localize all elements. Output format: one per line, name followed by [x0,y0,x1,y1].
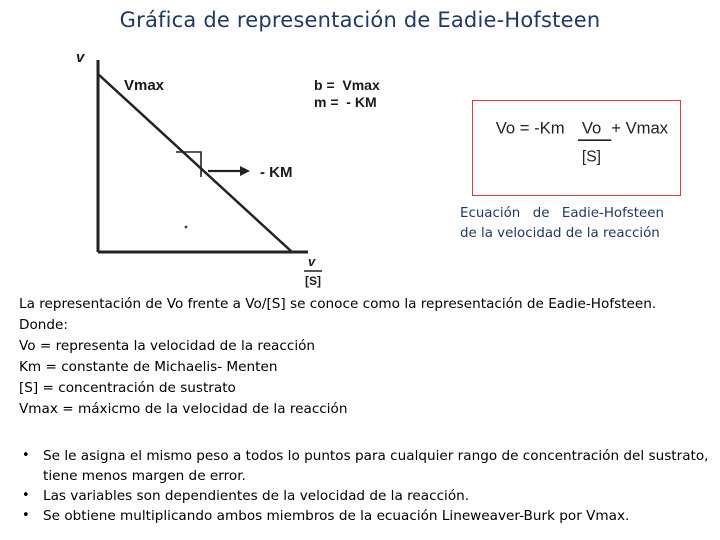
definition-vo: Vo = representa la velocidad de la reacción [19,338,316,354]
equation-lhs: Vo = -Km [495,118,565,138]
eadie-hofstee-equation-box [472,100,681,196]
x-axis-label-top: v [308,254,316,269]
list-item-text: Se le asigna el mismo peso a todos lo puntos para cualquier rango de concentración del sustrato, tiene menos margen de error. [43,448,709,484]
eadie-hofstee-graph [56,44,424,292]
b-equation: b = Vmax [314,77,380,93]
advantages-list [19,446,709,526]
page-title: Gráfica de representación de Eadie-Hofsteen [119,8,601,32]
definitions-paragraph [19,294,713,420]
equation-caption: Ecuación de Eadie-Hofsteen de la velocidad de la reacción [460,206,664,241]
vmax-label: Vmax [124,77,165,94]
list-item-text: Se obtiene multiplicando ambos miembros de la ecuación Lineweaver-Burk por Vmax. [43,508,630,524]
slope-arrow-head [240,166,250,176]
paragraph-donde: Donde: [19,317,68,333]
bullet-icon: • [22,488,30,503]
eadie-hofstee-line [98,74,292,252]
definition-km: Km = constante de Michaelis- Menten [19,359,278,375]
equation-vmax-term: + Vmax [611,118,669,138]
equation-figure [473,101,680,195]
bullet-icon: • [22,508,30,523]
list-item [19,446,709,486]
equation-fraction-denominator: [S] [581,148,602,166]
bullet-icon: • [22,448,30,463]
definition-vmax: Vmax = máxicmo de la velocidad de la reacción [19,401,348,417]
stray-dot [185,226,188,229]
graph-figure [56,44,424,292]
definition-s: [S] = concentración de sustrato [19,380,236,396]
list-item [19,486,709,506]
list-item-text: Las variables son dependientes de la velocidad de la reacción. [43,488,470,504]
equation-fraction-numerator: Vo [581,118,602,138]
x-axis-label-bottom: [S] [305,274,321,288]
m-equation: m = - KM [314,94,377,110]
list-item [19,506,709,526]
y-axis-label: v [76,49,85,66]
paragraph-intro: La representación de Vo frente a Vo/[S] se conoce como la representación de Eadie-Hofsteen. [19,296,657,312]
slope-label: - KM [260,164,293,181]
